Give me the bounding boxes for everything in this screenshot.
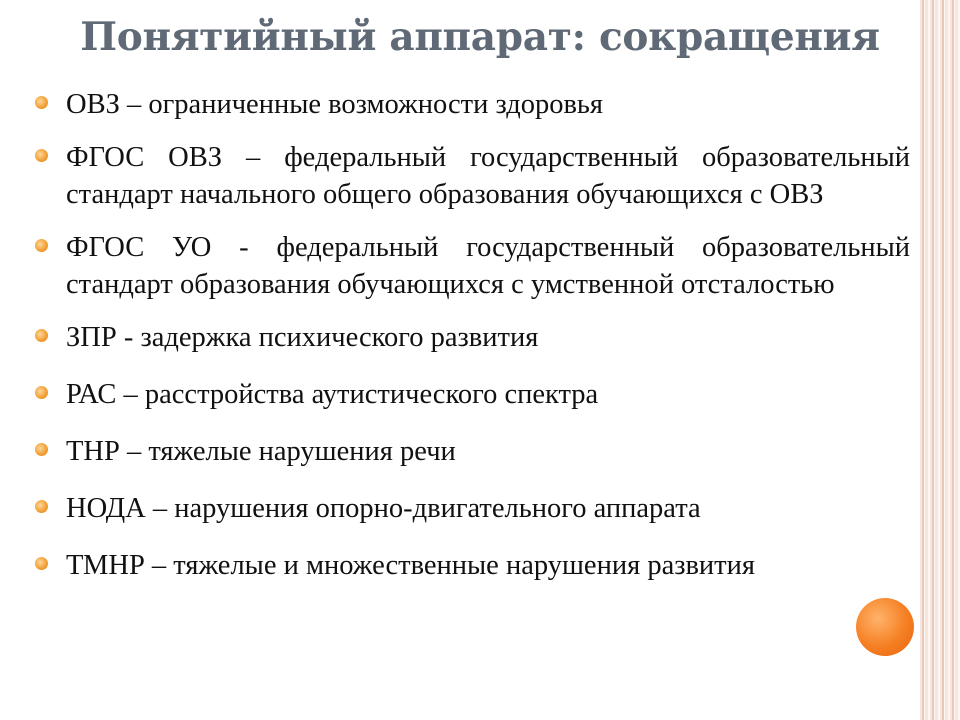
bullet-icon bbox=[35, 386, 48, 399]
list-item-fgos-uo bbox=[34, 229, 910, 303]
list-item-text: ЗПР - задержка психического развития bbox=[66, 322, 539, 353]
stripe-line bbox=[932, 0, 934, 720]
list-item-tmnr bbox=[34, 547, 910, 584]
stripe-line bbox=[952, 0, 954, 720]
bullet-icon bbox=[35, 149, 48, 162]
stripe-line bbox=[922, 0, 924, 720]
abbreviation-list bbox=[34, 86, 910, 600]
bullet-icon bbox=[35, 329, 48, 342]
stripe-line bbox=[942, 0, 944, 720]
list-item-noda bbox=[34, 490, 910, 527]
list-item-text: РАС – расстройства аутистического спектра bbox=[66, 379, 599, 410]
bullet-icon bbox=[35, 239, 48, 252]
bullet-icon bbox=[35, 443, 48, 456]
list-item-ovz bbox=[34, 86, 910, 123]
list-item-text: ФГОС ОВЗ – федеральный государственный образовательный стандарт начального общего образования обучающихся с ОВЗ bbox=[66, 142, 910, 210]
list-item-text: ОВЗ – ограниченные возможности здоровья bbox=[66, 89, 604, 120]
list-item-tnr bbox=[34, 433, 910, 470]
list-item-ras bbox=[34, 376, 910, 413]
decorative-stripes bbox=[920, 0, 960, 720]
list-item-zpr bbox=[34, 319, 910, 356]
slide-title: Понятийный аппарат: сокращения bbox=[80, 14, 880, 60]
list-item-text: НОДА – нарушения опорно-двигательного аппарата bbox=[66, 493, 701, 524]
list-item-text: ТНР – тяжелые нарушения речи bbox=[66, 436, 456, 467]
decorative-orange-circle bbox=[856, 598, 914, 656]
bullet-icon bbox=[35, 96, 48, 109]
list-item-text: ТМНР – тяжелые и множественные нарушения развития bbox=[66, 550, 755, 581]
list-item-fgos-ovz bbox=[34, 139, 910, 213]
bullet-icon bbox=[35, 500, 48, 513]
bullet-icon bbox=[35, 557, 48, 570]
list-item-text: ФГОС УО - федеральный государственный образовательный стандарт образования обучающихся с умственной отсталостью bbox=[66, 232, 910, 300]
